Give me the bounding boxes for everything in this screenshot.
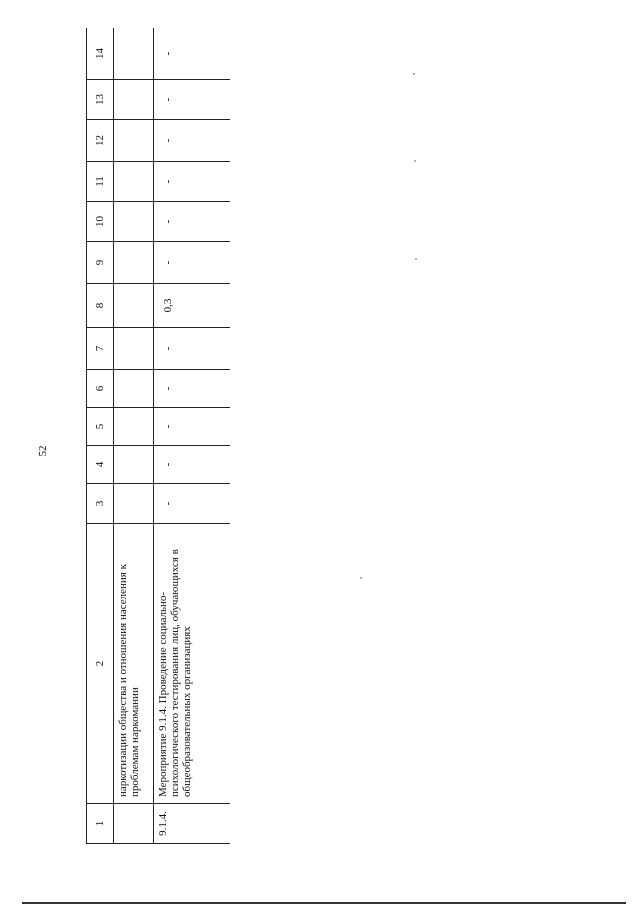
header-row — [87, 28, 114, 844]
table-cell: - — [154, 28, 231, 80]
table-cell: - — [154, 162, 231, 202]
table-cell — [114, 328, 154, 370]
rotated-table-container — [86, 28, 230, 844]
table-cell — [114, 370, 154, 408]
rotated-table-wrapper — [86, 28, 230, 844]
table-cell: - — [154, 446, 231, 484]
table-cell: - — [154, 408, 231, 446]
scan-speck — [360, 577, 362, 579]
table-cell — [114, 28, 154, 80]
header-cell: 14 — [87, 28, 114, 80]
table-cell-description: Мероприятие 9.1.4. Проведение социально-психологического тестирования лиц, обучающихся в общеобразовательных организациях — [154, 524, 231, 804]
table-cell — [114, 162, 154, 202]
table-cell — [114, 446, 154, 484]
header-cell: 1 — [87, 804, 114, 844]
bottom-edge-line — [22, 902, 626, 904]
table-cell — [114, 120, 154, 162]
page-number: 52 — [37, 445, 49, 457]
header-cell: 10 — [87, 202, 114, 242]
table-cell: - — [154, 484, 231, 524]
table-cell: 0,3 — [154, 284, 231, 328]
table-cell: - — [154, 80, 231, 120]
table-cell — [114, 80, 154, 120]
table-cell — [114, 484, 154, 524]
table-row — [154, 28, 231, 844]
header-cell: 6 — [87, 370, 114, 408]
scan-speck — [414, 160, 416, 162]
scan-speck — [413, 73, 415, 75]
header-cell: 7 — [87, 328, 114, 370]
table-cell-description: наркотизации общества и отношения населения к проблемам наркомании — [114, 524, 154, 804]
table-cell — [114, 804, 154, 844]
table-cell: - — [154, 370, 231, 408]
table-row — [114, 28, 154, 844]
table-cell — [114, 408, 154, 446]
header-cell: 11 — [87, 162, 114, 202]
data-table — [86, 28, 230, 844]
table-cell — [114, 242, 154, 284]
header-cell: 8 — [87, 284, 114, 328]
header-cell: 13 — [87, 80, 114, 120]
row-number-cell: 9.1.4. — [154, 804, 231, 844]
header-cell: 3 — [87, 484, 114, 524]
header-cell: 4 — [87, 446, 114, 484]
table-cell — [114, 284, 154, 328]
header-cell: 5 — [87, 408, 114, 446]
table-cell: - — [154, 242, 231, 284]
table-cell — [114, 202, 154, 242]
table-cell: - — [154, 120, 231, 162]
scan-speck — [415, 258, 417, 260]
header-cell: 12 — [87, 120, 114, 162]
table-cell: - — [154, 328, 231, 370]
header-cell: 9 — [87, 242, 114, 284]
header-cell: 2 — [87, 524, 114, 804]
table-cell: - — [154, 202, 231, 242]
